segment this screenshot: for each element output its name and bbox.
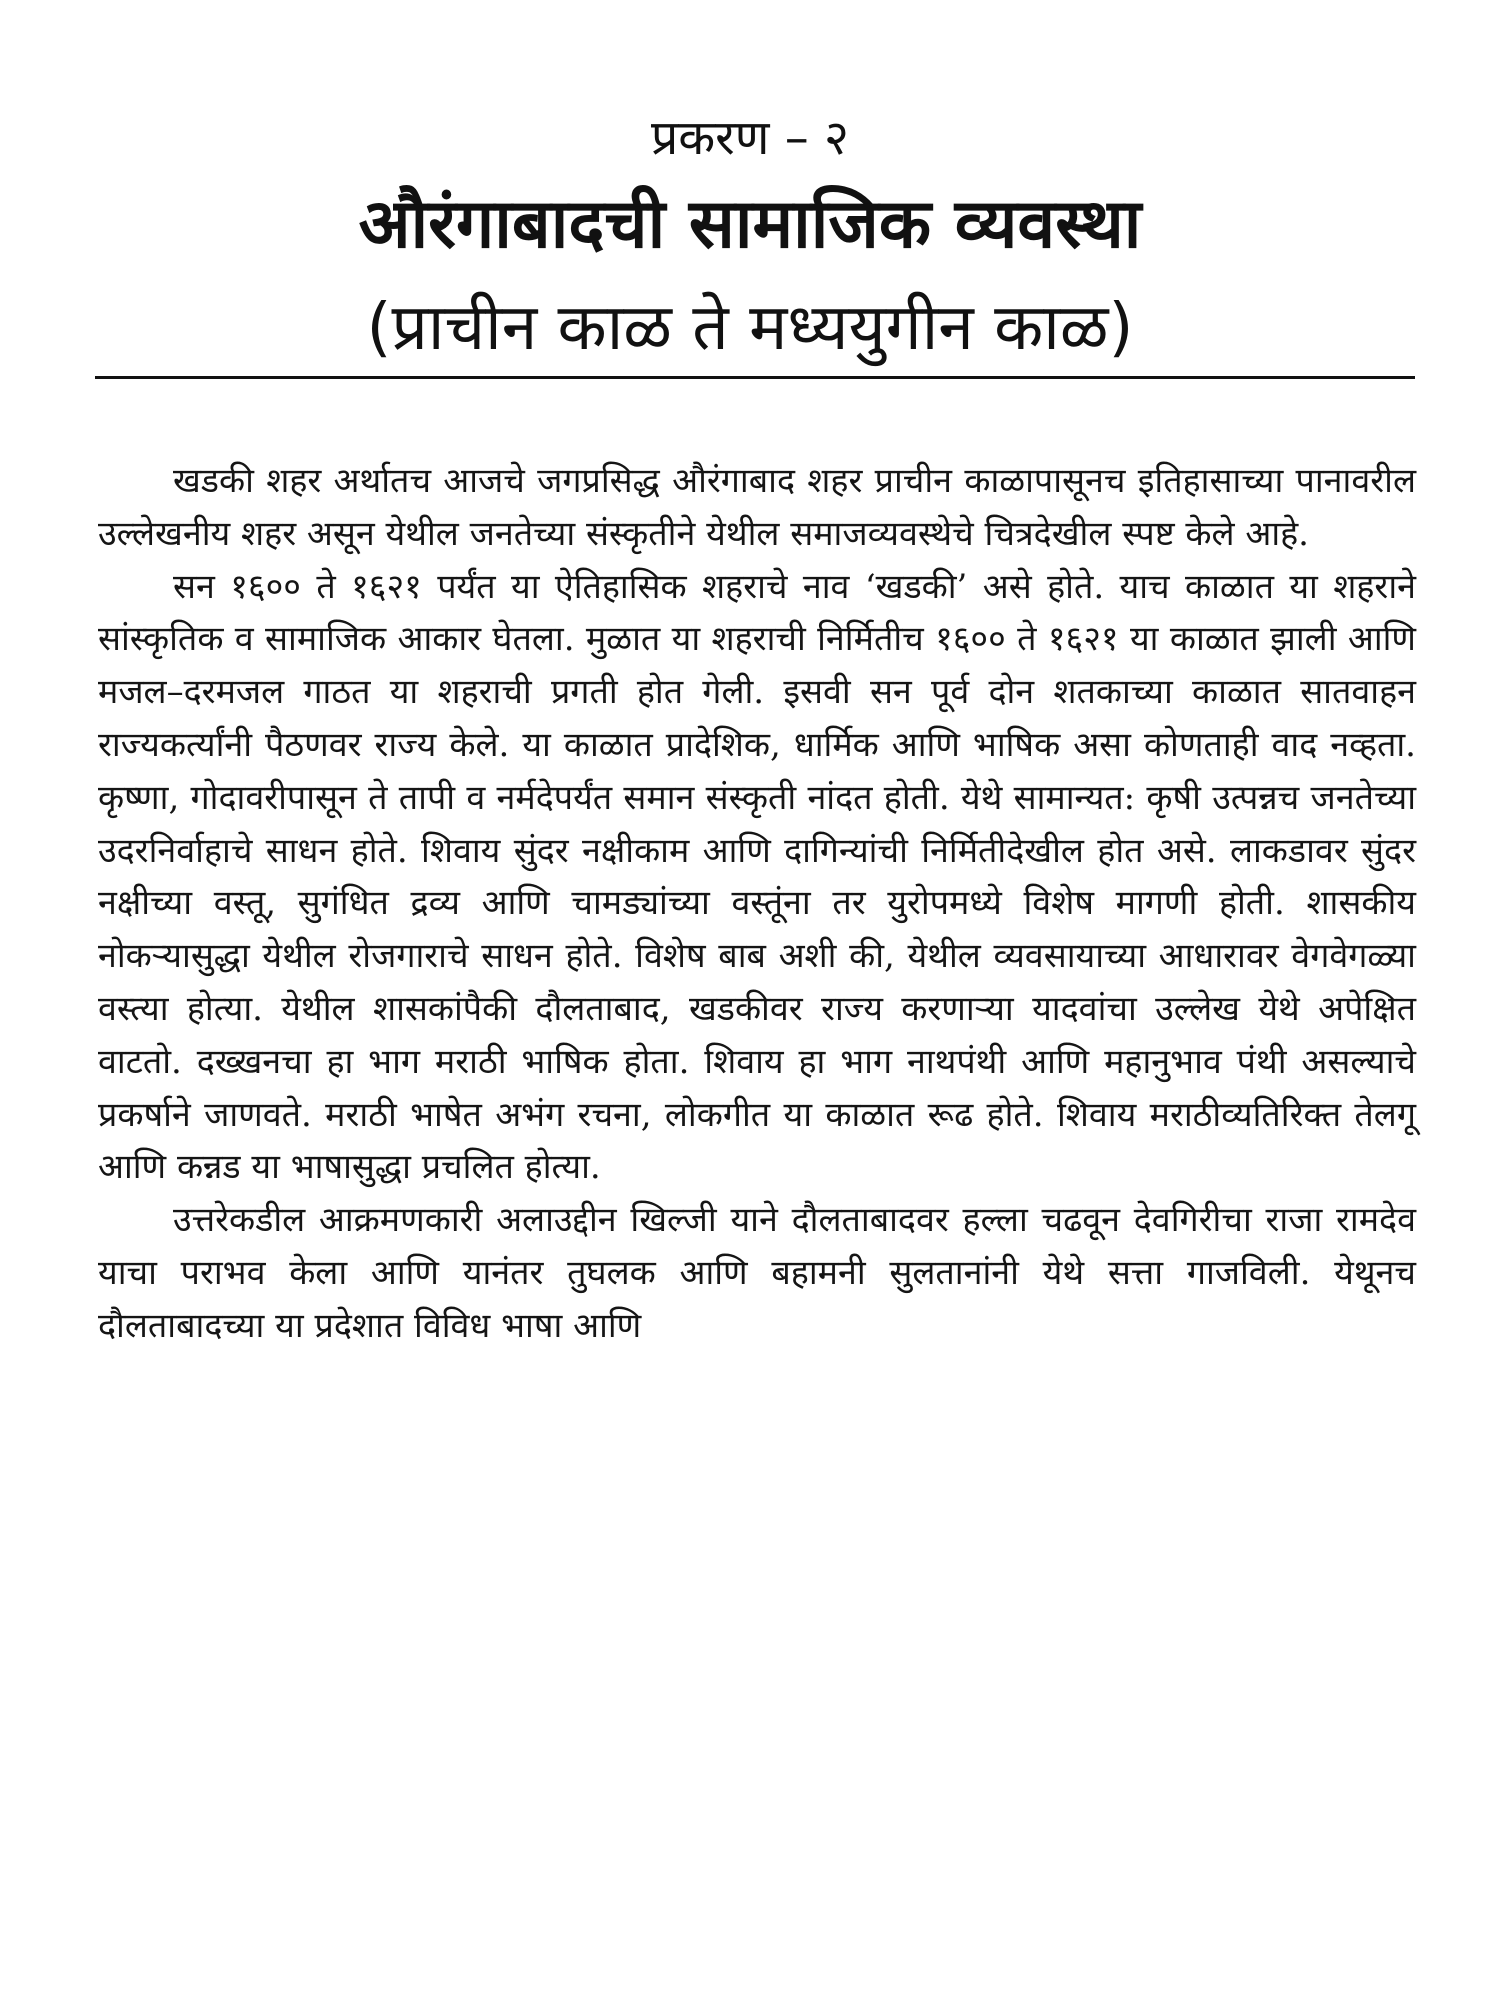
chapter-title: औरंगाबादची सामाजिक व्यवस्था <box>358 185 1142 264</box>
paragraph-2: सन १६०० ते १६२१ पर्यंत या ऐतिहासिक शहराचे नाव ‘खडकी’ असे होते. याच काळात या शहराने सांस्कृतिक व सामाजिक आकार घेतला. मुळात या शहराची निर्मितीच १६०० ते १६२१ या काळात झाली आणि मजल–दरमजल गाठत या शहराची प्रगती होत गेली. इसवी सन पूर्व दोन शतकाच्या काळात सातवाहन राज्यकर्त्यांनी पैठणवर राज्य केले. या काळात प्रादेशिक, धार्मिक आणि भाषिक असा कोणताही वाद नव्हता. कृष्णा, गोदावरीपासून ते तापी व नर्मदेपर्यंत समान संस्कृती नांदत होती. येथे सामान्यत: कृषी उत्पन्नच जनतेच्या उदरनिर्वाहाचे साधन होते. शिवाय सुंदर नक्षीकाम आणि दागिन्यांची निर्मितीदेखील होत असे. लाकडावर सुंदर नक्षीच्या वस्तू, सुगंधित द्रव्य आणि चामड्यांच्या वस्तूंना तर युरोपमध्ये विशेष मागणी होती. शासकीय नोकऱ्यासुद्धा येथील रोजगाराचे साधन होते. विशेष बाब अशी की, येथील व्यवसायाच्या आधारावर वेगवेगळ्या वस्त्या होत्या. येथील शासकांपैकी दौलताबाद, खडकीवर राज्य करणाऱ्या यादवांचा उल्लेख येथे अपेक्षित वाटतो. दख्खनचा हा भाग मराठी भाषिक होता. शिवाय हा भाग नाथपंथी आणि महानुभाव पंथी असल्याचे प्रकर्षाने जाणवते. मराठी भाषेत अभंग रचना, लोकगीत या काळात रूढ होते. शिवाय मराठीव्यतिरिक्त तेलगू आणि कन्नड या भाषासुद्धा प्रचलित होत्या. <box>98 566 1416 1188</box>
body-text <box>98 455 1416 1353</box>
paragraph-1: खडकी शहर अर्थातच आजचे जगप्रसिद्ध औरंगाबाद शहर प्राचीन काळापासूनच इतिहासाच्या पानावरील उल्लेखनीय शहर असून येथील जनतेच्या संस्कृतीने येथील समाजव्यवस्थेचे चित्रदेखील स्पष्ट केले आहे. <box>98 461 1416 554</box>
title-divider <box>95 376 1415 379</box>
chapter-label: प्रकरण – २ <box>651 110 849 166</box>
paragraph-3: उत्तरेकडील आक्रमणकारी अलाउद्दीन खिल्जी याने दौलताबादवर हल्ला चढवून देवगिरीचा राजा रामदेव याचा पराभव केला आणि यानंतर तुघलक आणि बहामनी सुलतानांनी येथे सत्ता गाजविली. येथूनच दौलताबादच्या या प्रदेशात विविध भाषा आणि <box>98 1200 1416 1346</box>
chapter-subtitle: (प्राचीन काळ ते मध्ययुगीन काळ) <box>366 291 1134 365</box>
